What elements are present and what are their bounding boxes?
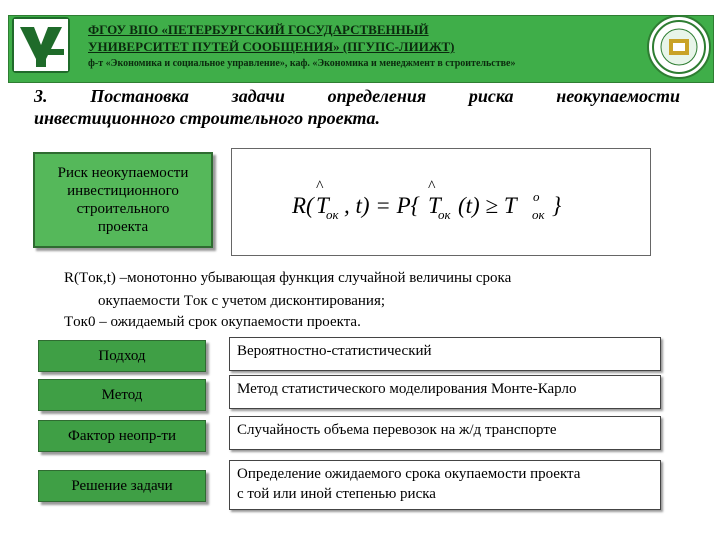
- svg-text:^: ^: [428, 178, 436, 195]
- value-method: Метод статистического моделирования Монте-Карло: [229, 375, 661, 409]
- header-line-3: ф-т «Экономика и социальное управление», каф. «Экономика и менеджмент в строительстве»: [88, 58, 516, 69]
- risk-definition-text: Риск неокупаемости инвестиционного строительного проекта: [57, 165, 189, 235]
- value-approach: Вероятностно-статистический: [229, 337, 661, 371]
- formula-box: [231, 148, 651, 256]
- svg-text:(t) ≥ T: (t) ≥ T: [458, 193, 517, 218]
- slide-title-line-2: инвестиционного строительного проекта.: [34, 108, 381, 128]
- svg-text:ок: ок: [438, 207, 451, 222]
- label-uncertainty-factor: Фактор неопр-ти: [38, 420, 206, 452]
- svg-text:T: T: [428, 193, 441, 218]
- risk-definition-box: [33, 152, 213, 248]
- label-solution: Решение задачи: [38, 470, 206, 502]
- svg-text:o: o: [533, 189, 540, 204]
- svg-text:ок: ок: [326, 207, 339, 222]
- university-logo: [12, 17, 70, 73]
- svg-text:^: ^: [316, 178, 324, 195]
- description-line-1: R(Tок,t) –монотонно убывающая функция случайной величины срока: [64, 270, 512, 286]
- description-line-2: окупаемости Tок с учетом дисконтирования;: [98, 293, 386, 309]
- value-uncertainty-factor: Случайность объема перевозок на ж/д транспорте: [229, 416, 661, 450]
- label-method: Метод: [38, 379, 206, 411]
- label-approach: Подход: [38, 340, 206, 372]
- description-line-3: Tок0 – ожидаемый срок окупаемости проекта.: [64, 314, 361, 330]
- svg-text:, t) = P{: , t) = P{: [344, 193, 420, 218]
- svg-text:ок: ок: [532, 207, 545, 222]
- slide-title-line-1: 3. Постановка задачи определения риска неокупаемости: [34, 86, 681, 106]
- header-line-1: ФГОУ ВПО «ПЕТЕРБУРГСКИЙ ГОСУДАРСТВЕННЫЙ: [88, 22, 429, 37]
- faculty-emblem: [647, 15, 711, 79]
- value-solution: Определение ожидаемого срока окупаемости проекта с той или иной степенью риска: [229, 460, 661, 510]
- header-line-2: УНИВЕРСИТЕТ ПУТЕЙ СООБЩЕНИЯ» (ПГУПС-ЛИИЖТ): [88, 39, 455, 54]
- svg-text:R(: R(: [292, 193, 314, 218]
- risk-formula: [232, 149, 652, 257]
- svg-text:}: }: [552, 193, 562, 218]
- svg-text:T: T: [316, 193, 329, 218]
